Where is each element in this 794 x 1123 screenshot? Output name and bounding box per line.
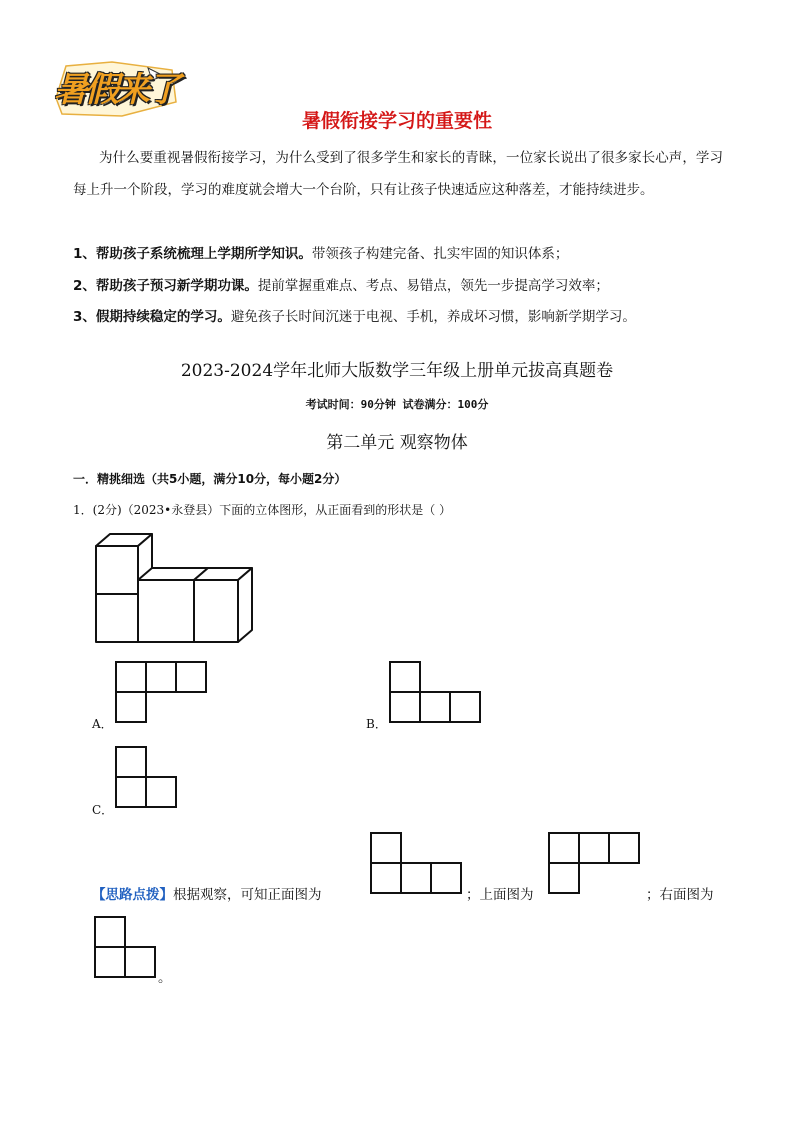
- logo-text: 暑假来了: [54, 70, 178, 110]
- cube-figure: [90, 530, 260, 648]
- hint-line: [92, 883, 322, 903]
- hint-front-view-figure: [370, 832, 462, 894]
- option-a-figure: [115, 661, 207, 723]
- section-title: 一．精挑细选（共5小题，满分10分，每小题2分）: [73, 472, 347, 486]
- point-text: 提前掌握重难点、考点、易错点，领先一步提高学习效率；: [257, 278, 609, 294]
- option-b-label: B．: [366, 717, 387, 731]
- option-a-label: A．: [92, 717, 113, 731]
- point-text: 避免孩子长时间沉迷于电视、手机，养成坏习惯，影响新学期学习。: [230, 309, 636, 325]
- promo-point-2: [73, 274, 609, 294]
- exam-info: 考试时间：90分钟 试卷满分：100分: [305, 398, 489, 411]
- option-c-label: C．: [92, 803, 114, 817]
- hint-tag: 【思路点拨】: [92, 887, 173, 903]
- point-text: 带领孩子构建完备、扎实牢固的知识体系；: [311, 246, 569, 262]
- point-heading: 帮助孩子预习新学期功课。: [95, 278, 258, 294]
- hint-right-view-figure: [94, 916, 156, 978]
- promo-point-1: [73, 242, 568, 262]
- point-number: 2、: [73, 278, 96, 294]
- hint-text-right: ；右面图为: [646, 887, 714, 903]
- promo-point-3: [73, 305, 636, 325]
- point-heading: 假期持续稳定的学习。: [95, 309, 231, 325]
- unit-title: 第二单元 观察物体: [326, 433, 468, 453]
- hint-text-front: 根据观察，可知正面图为: [173, 887, 322, 903]
- option-c-figure: [115, 746, 177, 808]
- option-b-figure: [389, 661, 481, 723]
- point-number: 3、: [73, 309, 96, 325]
- point-number: 1、: [73, 246, 96, 262]
- hint-top-view-figure: [548, 832, 640, 894]
- promo-title: 暑假衔接学习的重要性: [301, 110, 492, 132]
- promo-paragraph: 为什么要重视暑假衔接学习，为什么受到了很多学生和家长的青睐，一位家长说出了很多家长心声，学习每上升一个阶段，学习的难度就会增大一个台阶，只有让孩子快速适应这种落差，才能持续进步。: [73, 150, 723, 198]
- hint-end: 。: [158, 970, 172, 986]
- point-heading: 帮助孩子系统梳理上学期所学知识。: [95, 246, 312, 262]
- hint-text-top: ；上面图为: [466, 887, 534, 903]
- exam-title: 2023-2024学年北师大版数学三年级上册单元拔高真题卷: [180, 361, 614, 381]
- question-text: 1．(2分)（2023•永登县）下面的立体图形，从正面看到的形状是（ ）: [73, 503, 452, 517]
